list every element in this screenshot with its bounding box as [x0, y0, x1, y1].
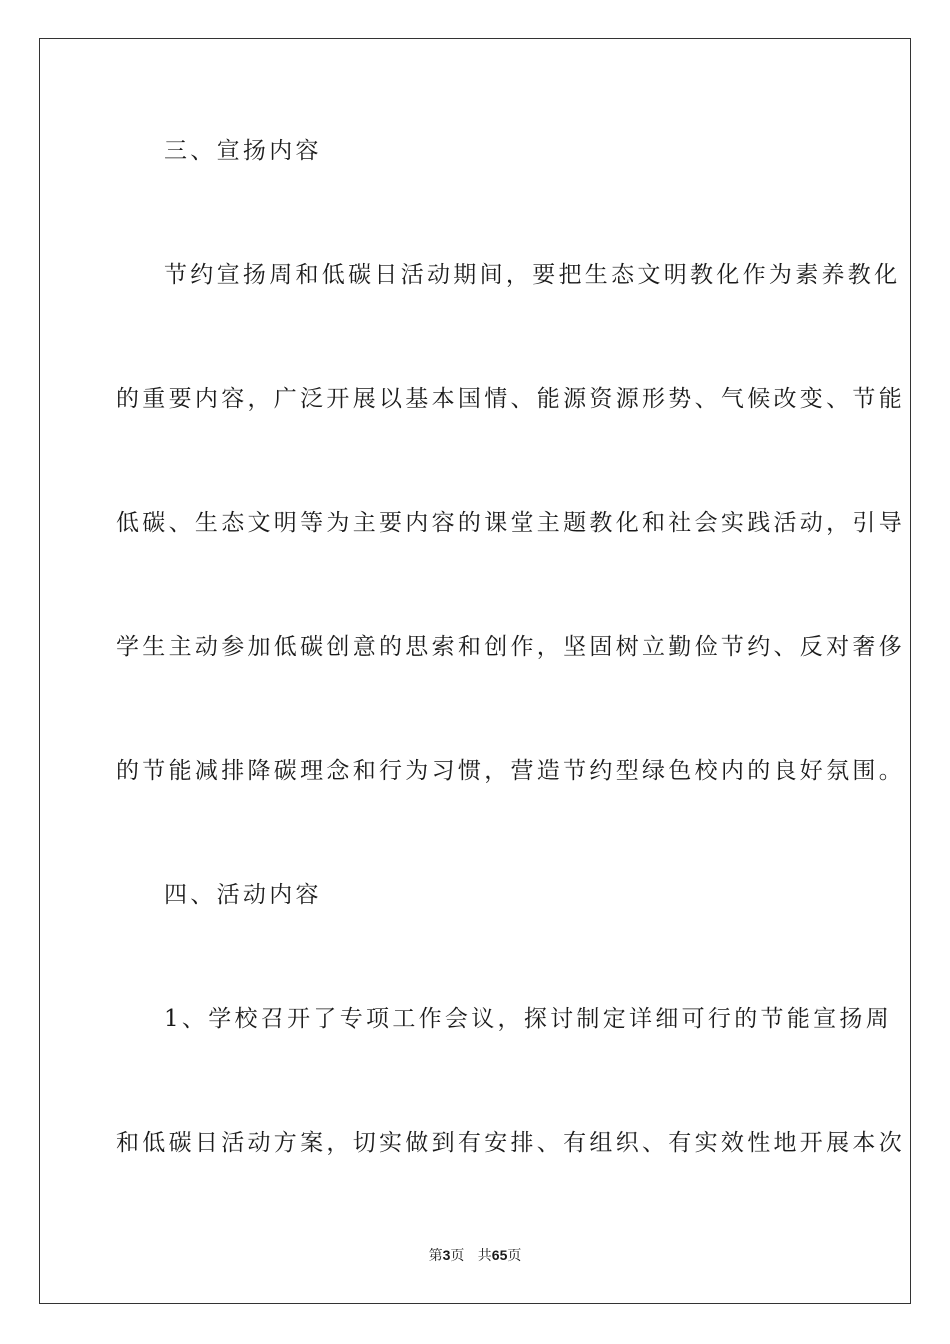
paragraph-line: 的重要内容，广泛开展以基本国情、能源资源形势、气候改变、节能	[116, 386, 905, 412]
total-pages: 65	[491, 1247, 508, 1263]
paragraph-line: 1、学校召开了专项工作会议，探讨制定详细可行的节能宣扬周	[164, 1006, 893, 1032]
total-prefix: 共	[477, 1248, 492, 1264]
paragraph-line: 节约宣扬周和低碳日活动期间，要把生态文明教化作为素养教化	[164, 262, 901, 288]
paragraph-line: 学生主动参加低碳创意的思索和创作，坚固树立勤俭节约、反对奢侈	[116, 634, 905, 660]
page-number: 3	[442, 1247, 451, 1263]
paragraph-line: 低碳、生态文明等为主要内容的课堂主题教化和社会实践活动，引导	[116, 510, 905, 536]
page-suffix: 页	[450, 1248, 465, 1264]
paragraph-line: 和低碳日活动方案，切实做到有安排、有组织、有实效性地开展本次	[116, 1130, 905, 1156]
total-suffix: 页	[507, 1248, 522, 1264]
page-frame	[39, 38, 911, 1304]
paragraph-line: 的节能减排降碳理念和行为习惯，营造节约型绿色校内的良好氛围。	[116, 758, 905, 784]
section-heading-four: 四、活动内容	[164, 882, 322, 908]
section-heading-three: 三、宣扬内容	[164, 138, 322, 164]
page-footer	[0, 1246, 950, 1265]
page-prefix: 第	[428, 1248, 443, 1264]
